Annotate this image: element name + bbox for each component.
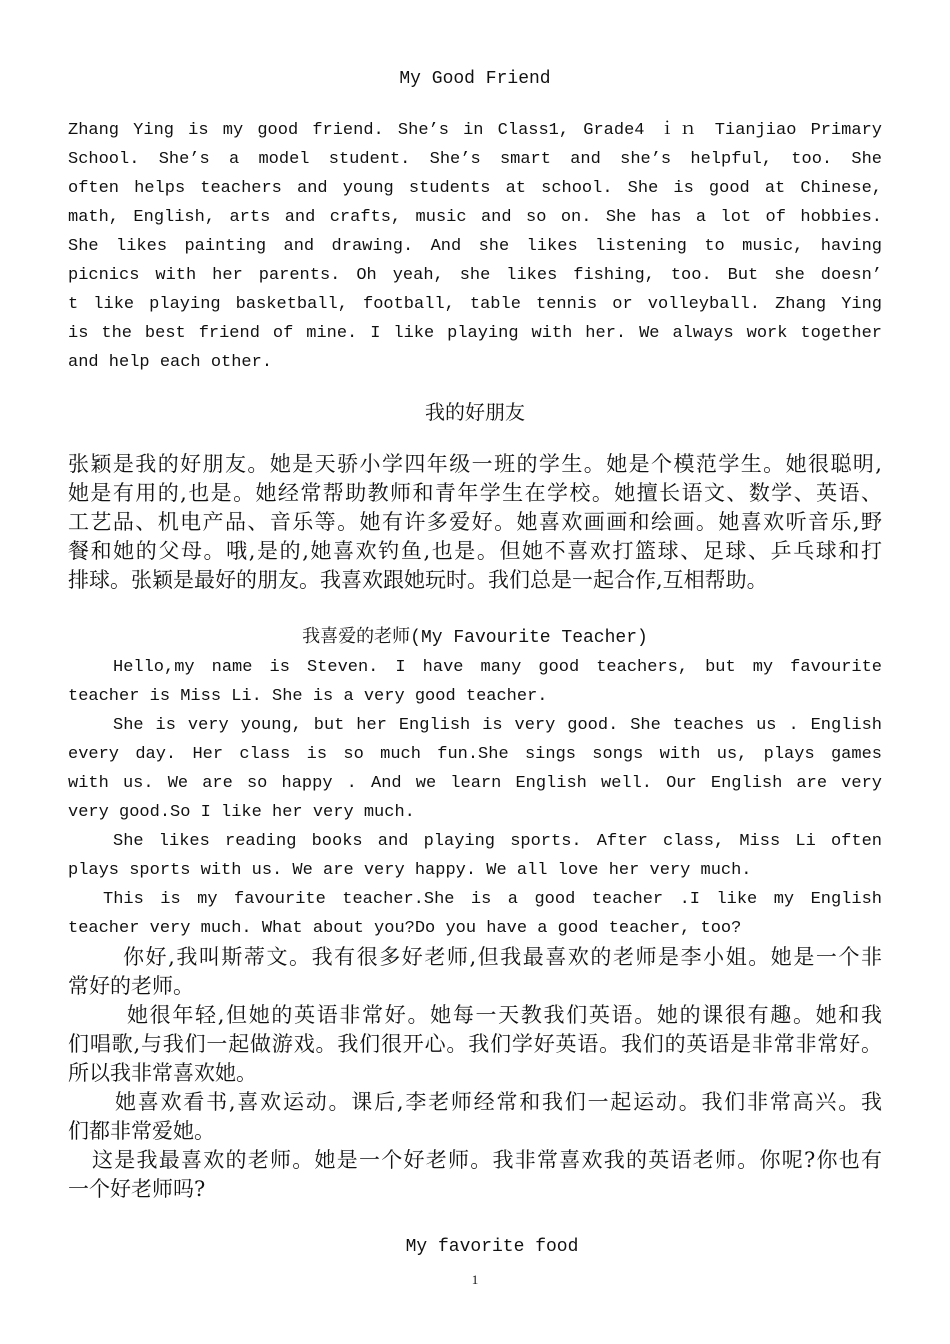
paragraph-line: plays sports with us. We are very happy. We all love her very much. xyxy=(68,861,752,880)
paragraph-good-friend-zh xyxy=(68,450,882,595)
section-favourite-teacher xyxy=(68,624,882,1204)
paragraph-teacher-zh-4 xyxy=(68,1146,882,1204)
paragraph-line: She is very young, but her English is very good. She teaches us . English xyxy=(113,716,882,735)
paragraph-teacher-en-2 xyxy=(68,711,882,827)
paragraph-line: t like playing basketball, football, table tennis or volleyball. Zhang Ying xyxy=(68,295,882,314)
paragraph-line: math, English, arts and crafts, music and so on. She has a lot of hobbies. xyxy=(68,208,882,227)
paragraph-line: 她喜欢看书,喜欢运动。课后,李老师经常和我们一起运动。我们非常高兴。我 xyxy=(115,1090,882,1114)
paragraph-line: 你好,我叫斯蒂文。我有很多好老师,但我最喜欢的老师是李小姐。她是一个非 xyxy=(123,945,882,969)
paragraph-teacher-zh-1 xyxy=(68,943,882,1001)
paragraph-teacher-en-3 xyxy=(68,827,882,885)
paragraph-line: very good.So I like her very much. xyxy=(68,803,415,822)
heading-my-good-friend: My Good Friend xyxy=(399,69,551,89)
paragraph-line: She likes reading books and playing sports. After class, Miss Li often xyxy=(113,832,882,851)
paragraph-line: every day. Her class is so much fun.She sings songs with us, plays games xyxy=(68,745,882,764)
paragraph-line: teacher is Miss Li. She is a very good teacher. xyxy=(68,687,548,706)
paragraph-line: 排球。张颖是最好的朋友。我喜欢跟她玩时。我们总是一起合作,互相帮助。 xyxy=(68,568,768,592)
paragraph-line: 工艺品、机电产品、音乐等。她有许多爱好。她喜欢画画和绘画。她喜欢听音乐,野 xyxy=(68,510,882,534)
paragraph-teacher-en-1 xyxy=(68,653,882,711)
paragraph-line: 一个好老师吗? xyxy=(68,1177,206,1201)
paragraph-line: This is my favourite teacher.She is a good teacher .I like my English xyxy=(103,890,882,909)
paragraph-line: and help each other. xyxy=(68,353,273,372)
paragraph-line: School. She’s a model student. She’s smart and she’s helpful, too. She xyxy=(68,150,882,169)
paragraph-line: often helps teachers and young students at school. She is good at Chinese, xyxy=(68,179,882,198)
paragraph-teacher-zh-3 xyxy=(68,1088,882,1146)
paragraph-line: 所以我非常喜欢她。 xyxy=(68,1061,257,1085)
paragraph-teacher-en-4 xyxy=(68,885,882,943)
paragraph-teacher-zh-2 xyxy=(68,1001,882,1088)
section-title-favorite-food xyxy=(68,1233,882,1262)
paragraph-line: 她是有用的,也是。她经常帮助教师和青年学生在学校。她擅长语文、数学、英语、 xyxy=(68,481,882,505)
paragraph-line: Zhang Ying is my good friend. She’s in Class1, Grade4 ｉｎ Tianjiao Primary xyxy=(68,121,882,140)
page-number: 1 xyxy=(471,1272,479,1287)
paragraph-line: 这是我最喜欢的老师。她是一个好老师。我非常喜欢我的英语老师。你呢?你也有 xyxy=(92,1148,882,1172)
paragraph-line: picnics with her parents. Oh yeah, she likes fishing, too. But she doesn’ xyxy=(68,266,882,285)
paragraph-line: is the best friend of mine. I like playing with her. We always work together xyxy=(68,324,882,343)
heading-my-favorite-food: My favorite food xyxy=(405,1237,579,1257)
paragraph-line: 她很年轻,但她的英语非常好。她每一天教我们英语。她的课很有趣。她和我 xyxy=(127,1003,882,1027)
heading-my-favourite-teacher: 我喜爱的老师(My Favourite Teacher) xyxy=(302,628,648,648)
paragraph-line: 餐和她的父母。哦,是的,她喜欢钓鱼,也是。但她不喜欢打篮球、足球、乒乓球和打 xyxy=(68,539,882,563)
section-title-good-friend-zh xyxy=(68,398,882,427)
paragraph-line: 们都非常爱她。 xyxy=(68,1119,215,1143)
heading-wo-de-hao-peng-you: 我的好朋友 xyxy=(425,400,525,424)
paragraph-line: teacher very much. What about you?Do you have a good teacher, too? xyxy=(68,919,742,938)
paragraph-line: 们唱歌,与我们一起做游戏。我们很开心。我们学好英语。我们的英语是非常非常好。 xyxy=(68,1032,882,1056)
paragraph-line: with us. We are so happy . And we learn English well. Our English are very xyxy=(68,774,882,793)
paragraph-line: She likes painting and drawing. And she likes listening to music, having xyxy=(68,237,882,256)
paragraph-good-friend-en xyxy=(68,116,882,377)
paragraph-line: 张颖是我的好朋友。她是天骄小学四年级一班的学生。她是个模范学生。她很聪明, xyxy=(68,452,882,476)
paragraph-line: Hello,my name is Steven. I have many good teachers, but my favourite xyxy=(113,658,882,677)
paragraph-line: 常好的老师。 xyxy=(68,974,194,998)
section-title-good-friend xyxy=(68,65,882,94)
